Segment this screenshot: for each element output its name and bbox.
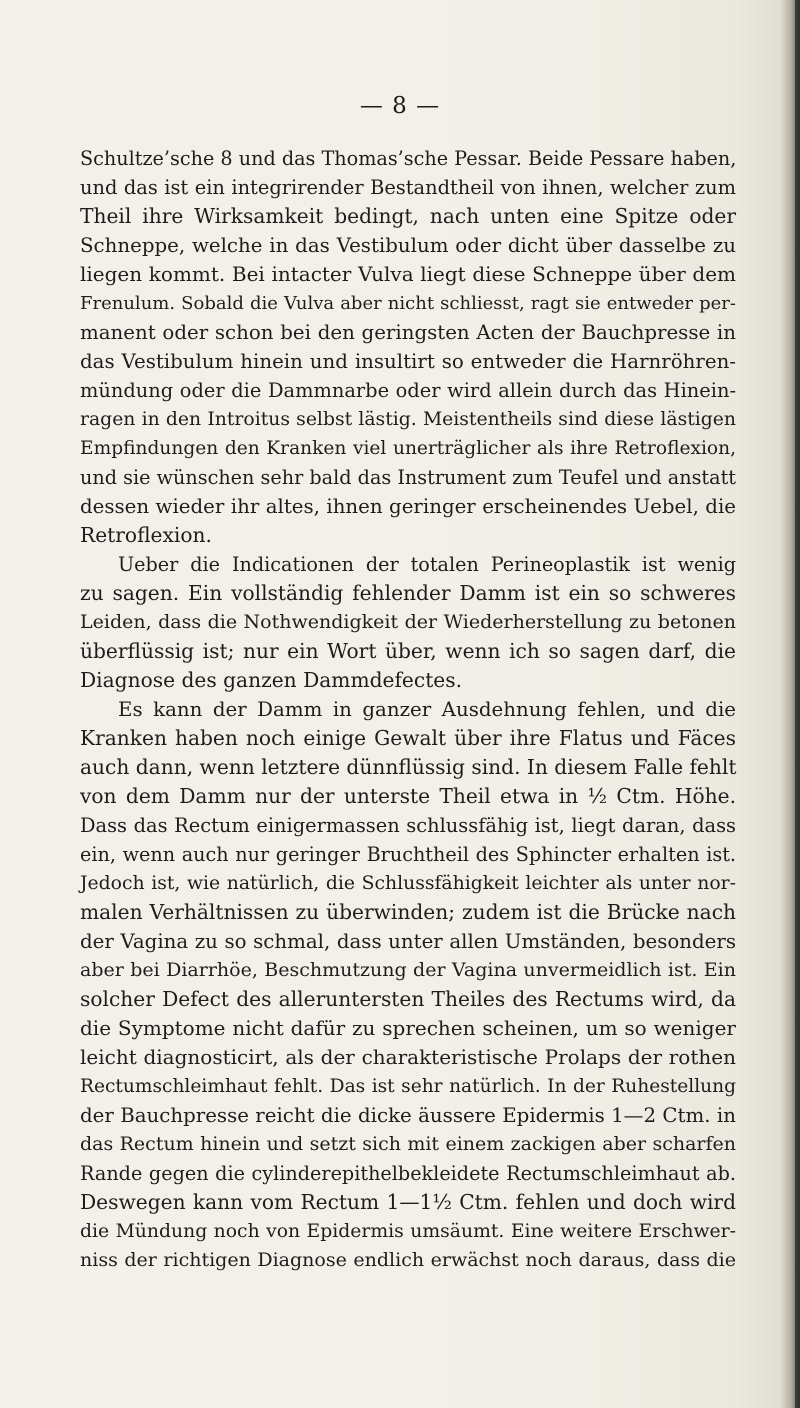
text-line: Retroflexion. <box>80 523 212 547</box>
text-line: mündung oder die Dammnarbe oder wird allein durch das Hinein- <box>80 379 736 402</box>
text-line: liegen kommt. Bei intacter Vulva liegt diese Schneppe über dem <box>80 262 736 286</box>
text-line: ragen in den Introitus selbst lästig. Meistentheils sind diese lästigen <box>80 409 736 430</box>
text-line: manent oder schon bei den geringsten Acten der Bauchpresse in <box>80 321 736 344</box>
text-line: zu sagen. Ein vollständig fehlender Damm ist ein so schweres <box>80 581 736 605</box>
text-line: Kranken haben noch einige Gewalt über ihre Flatus und Fäces <box>80 726 736 750</box>
text-line: Schultze’sche 8 und das Thomas’sche Pessar. Beide Pessare haben, <box>80 147 737 170</box>
text-line: dessen wieder ihr altes, ihnen geringer erscheinendes Uebel, die <box>80 495 736 518</box>
text-line: der Bauchpresse reicht die dicke äussere Epidermis 1—2 Ctm. in <box>80 1104 736 1127</box>
text-line: Frenulum. Sobald die Vulva aber nicht schliesst, ragt sie entweder per- <box>80 293 736 314</box>
text-line: leicht diagnosticirt, als der charakteristische Prolaps der rothen <box>80 1045 736 1069</box>
text-line: malen Verhältnissen zu überwinden; zudem ist die Brücke nach <box>80 900 736 924</box>
body-text <box>80 144 736 1275</box>
text-line: Dass das Rectum einigermassen schlussfähig ist, liegt daran, dass <box>80 814 736 837</box>
text-line: niss der richtigen Diagnose endlich erwächst noch daraus, dass die <box>80 1249 736 1271</box>
text-line: Rande gegen die cylinderepithelbekleidete Rectumschleimhaut ab. <box>80 1162 736 1185</box>
text-line: das Rectum hinein und setzt sich mit einem zackigen aber scharfen <box>80 1133 736 1155</box>
text-line: auch dann, wenn letztere dünnflüssig sind. In diesem Falle fehlt <box>80 755 737 779</box>
text-line: Theil ihre Wirksamkeit bedingt, nach unten eine Spitze oder <box>80 204 736 228</box>
text-line: und sie wünschen sehr bald das Instrument zum Teufel und anstatt <box>80 466 736 489</box>
text-line: Deswegen kann vom Rectum 1—1½ Ctm. fehlen und doch wird <box>80 1190 736 1214</box>
text-line: die Mündung noch von Epidermis umsäumt. Eine weitere Erschwer- <box>80 1221 736 1242</box>
text-line: von dem Damm nur der unterste Theil etwa in ½ Ctm. Höhe. <box>80 784 736 808</box>
text-line: das Vestibulum hinein und insultirt so entweder die Harnröhren- <box>80 350 736 373</box>
text-line: aber bei Diarrhöe, Beschmutzung der Vagina unvermeidlich ist. Ein <box>80 959 736 981</box>
text-line: die Symptome nicht dafür zu sprechen scheinen, um so weniger <box>80 1016 736 1040</box>
text-line: Ueber die Indicationen der totalen Perineoplastik ist wenig <box>118 553 736 576</box>
page-number: — 8 — <box>359 93 441 119</box>
text-line: ein, wenn auch nur geringer Bruchtheil des Sphincter erhalten ist. <box>80 843 736 866</box>
text-line: überflüssig ist; nur ein Wort über, wenn ich so sagen darf, die <box>80 639 736 663</box>
book-spine-edge <box>795 0 800 1408</box>
text-line: Rectumschleimhaut fehlt. Das ist sehr natürlich. In der Ruhestellung <box>80 1076 736 1097</box>
text-line: Diagnose des ganzen Dammdefectes. <box>80 668 463 692</box>
text-line: Leiden, dass die Nothwendigkeit der Wiederherstellung zu betonen <box>80 611 736 633</box>
text-line: der Vagina zu so schmal, dass unter allen Umständen, besonders <box>80 930 736 953</box>
text-line: solcher Defect des alleruntersten Theiles des Rectums wird, da <box>80 987 736 1011</box>
text-line: und das ist ein integrirender Bestandtheil von ihnen, welcher zum <box>80 176 736 199</box>
text-line: Empfindungen den Kranken viel unerträglicher als ihre Retroflexion, <box>80 438 736 459</box>
text-line: Es kann der Damm in ganzer Ausdehnung fehlen, und die <box>118 698 736 721</box>
text-line: Jedoch ist, wie natürlich, die Schlussfähigkeit leichter als unter nor- <box>80 873 736 894</box>
text-line: Schneppe, welche in das Vestibulum oder dicht über dasselbe zu <box>80 234 736 257</box>
